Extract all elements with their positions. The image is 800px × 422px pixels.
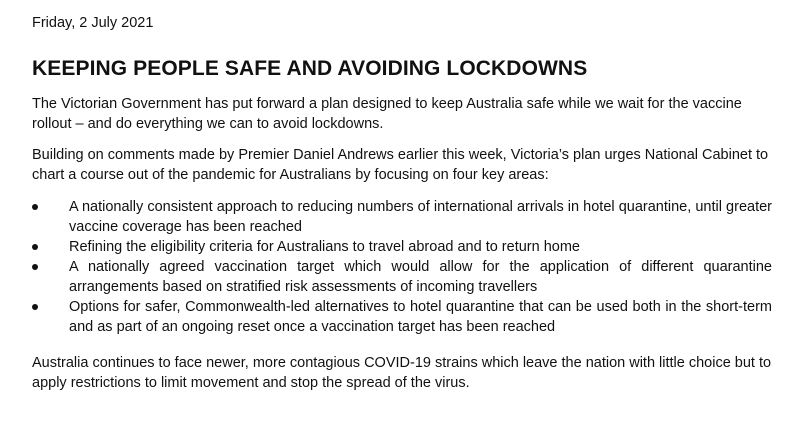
list-item [32,257,772,297]
list-item [32,197,772,237]
bullet-dot-icon [32,304,38,310]
closing-paragraph: Australia continues to face newer, more contagious COVID-19 strains which leave the nation with little choice but to apply restrictions to limit movement and stop the spread of the virus. [32,355,772,391]
list-item-text: Options for safer, Commonwealth-led alternatives to hotel quarantine that can be used both in the short-term and as part of an ongoing reset once a vaccination target has been reached [69,299,772,335]
list-item-text: Refining the eligibility criteria for Australians to travel abroad and to return home [69,239,580,255]
media-release-page [32,14,772,404]
list-item-text: A nationally consistent approach to reducing numbers of international arrivals in hotel quarantine, until greater vaccine coverage has been reached [69,199,772,235]
release-date: Friday, 2 July 2021 [32,15,154,31]
release-title: KEEPING PEOPLE SAFE AND AVOIDING LOCKDOWNS [32,57,588,80]
key-areas-list [32,197,772,337]
bullet-dot-icon [32,264,38,270]
context-paragraph: Building on comments made by Premier Daniel Andrews earlier this week, Victoria’s plan urges National Cabinet to chart a course out of the pandemic for Australians by focusing on four key areas: [32,147,769,183]
intro-paragraph: The Victorian Government has put forward a plan designed to keep Australia safe while we wait for the vaccine rollout – and do everything we can to avoid lockdowns. [32,96,742,132]
list-item [32,297,772,337]
list-item-text: A nationally agreed vaccination target which would allow for the application of different quarantine arrangements based on stratified risk assessments of incoming travellers [69,259,772,295]
bullet-dot-icon [32,244,38,250]
bullet-dot-icon [32,204,38,210]
list-item [32,237,772,257]
